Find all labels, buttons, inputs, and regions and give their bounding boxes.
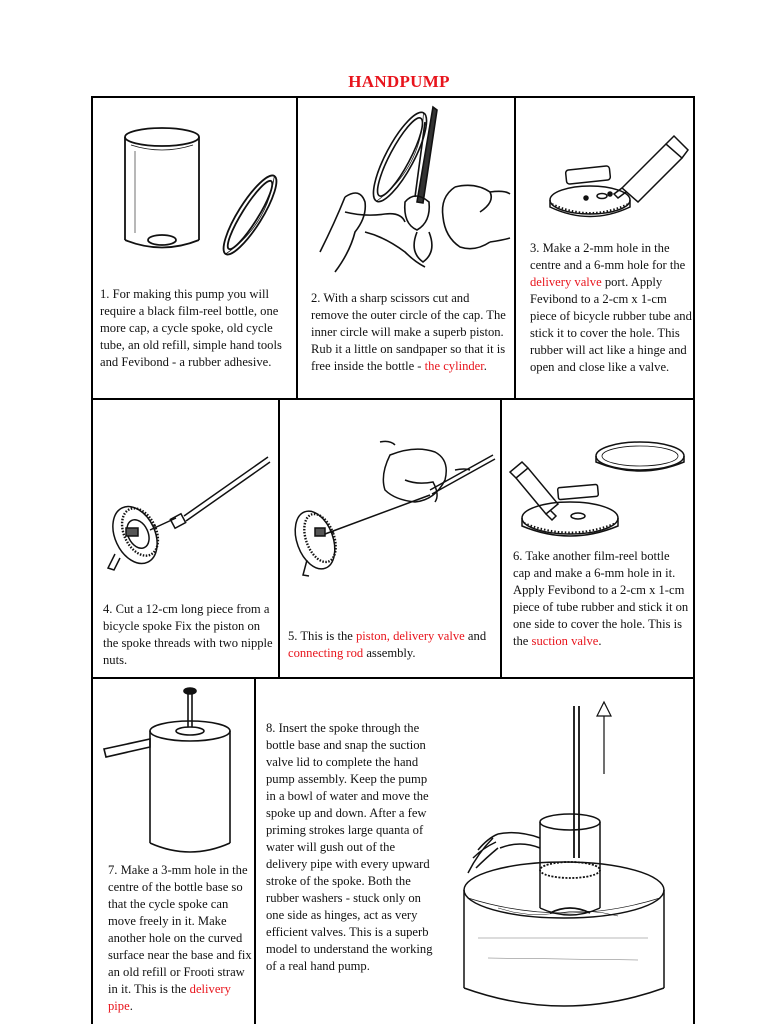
hand-holding-spoke-assembly-illustration <box>285 440 497 590</box>
grid-border-top <box>91 96 695 98</box>
cap-with-rubber-flap-illustration <box>508 438 690 548</box>
step-3-segment-2: port. Apply Fevibond to a 2-cm x 1-cm piece of bicycle rubber tube and stick it to cover the hole. This rubber will act like a hinge and open and close like a valve. <box>530 275 692 374</box>
step-text-4 <box>103 601 275 669</box>
step-7-segment-0: 7. Make a 3-mm hole in the centre of the bottle base so that the cycle spoke can move freely in it. Make another hole on the curved surface near the base and fix an old refill or Frooti straw in it. This is the <box>108 863 252 996</box>
step-4-segment-0: 4. Cut a 12-cm long piece from a bicycle spoke Fix the piston on the spoke threads with two nipple nuts. <box>103 602 273 667</box>
grid-col-divider-r2a <box>278 398 280 678</box>
step-2-segment-0: 2. With a sharp scissors cut and remove the outer circle of the cap. The inner circle will make a superb piston. Rub it a little on sandpaper so that it is free inside the bottle - <box>311 291 506 373</box>
pump-in-water-bowl-illustration <box>438 698 690 1024</box>
step-text-5 <box>288 628 493 662</box>
grid-border-left <box>91 96 93 1024</box>
step-5-segment-2: and <box>464 629 487 643</box>
step-6-segment-2: . <box>598 634 602 648</box>
step-6-segment-1: suction valve <box>531 634 599 648</box>
cylinder-with-spoke-and-pipe-illustration <box>104 683 244 861</box>
step-5-segment-1: piston, delivery valve <box>356 629 465 643</box>
grid-row-divider-1 <box>91 398 695 400</box>
step-text-1 <box>100 286 292 371</box>
film-bottle-and-ring-illustration <box>115 115 285 265</box>
step-5-segment-0: 5. This is the <box>288 629 356 643</box>
step-2-segment-2: . <box>483 359 487 373</box>
cap-with-glue-tube-illustration <box>548 130 688 230</box>
page-title: HANDPUMP <box>348 72 450 91</box>
grid-border-right <box>693 96 695 1024</box>
step-1-segment-0: 1. For making this pump you will require a black film-reel bottle, one more cap, a cycle spoke, old cycle tube, an old refill, simple hand tools and Fevibond - a rubber adhesive. <box>100 287 282 369</box>
step-text-3 <box>530 240 692 376</box>
step-3-segment-1: delivery valve <box>530 275 602 289</box>
step-7-segment-2: . <box>129 999 133 1013</box>
step-7-segment-1: delivery pipe <box>108 982 231 1013</box>
step-6-segment-0: 6. Take another film-reel bottle cap and make a 6-mm hole in it. Apply Fevibond to a 2-cm x 1-cm piece of tube rubber and stick it on one side to cover the hole. This is the <box>513 549 689 648</box>
step-text-8 <box>266 720 434 975</box>
step-5-segment-3: connecting rod <box>288 646 364 660</box>
step-text-6 <box>513 548 689 650</box>
grid-col-divider-r1a <box>296 96 298 399</box>
step-text-2 <box>311 290 509 375</box>
grid-col-divider-r1b <box>514 96 516 399</box>
scissors-cutting-cap-illustration <box>305 102 510 287</box>
step-2-segment-1: the cylinder <box>424 359 484 373</box>
step-5-segment-4: assembly. <box>363 646 416 660</box>
piston-on-spoke-illustration <box>100 450 275 580</box>
step-3-segment-0: 3. Make a 2-mm hole in the centre and a 6-mm hole for the <box>530 241 686 272</box>
grid-row-divider-2 <box>91 677 695 679</box>
step-8-segment-0: 8. Insert the spoke through the bottle base and snap the suction valve lid to complete the hand pump assembly. Keep the pump in a bowl of water and move the spoke up and down. After a few priming strokes large quanta of water will gush out of the delivery pipe with every upward stroke of the spoke. Both the rubber washers - stuck only on one side as hinges, act as very efficient valves. This is a superb model to understand the working of a real hand pump. <box>266 721 433 973</box>
grid-col-divider-r3 <box>254 677 256 1024</box>
grid-col-divider-r2b <box>500 398 502 678</box>
step-text-7 <box>108 862 252 1015</box>
